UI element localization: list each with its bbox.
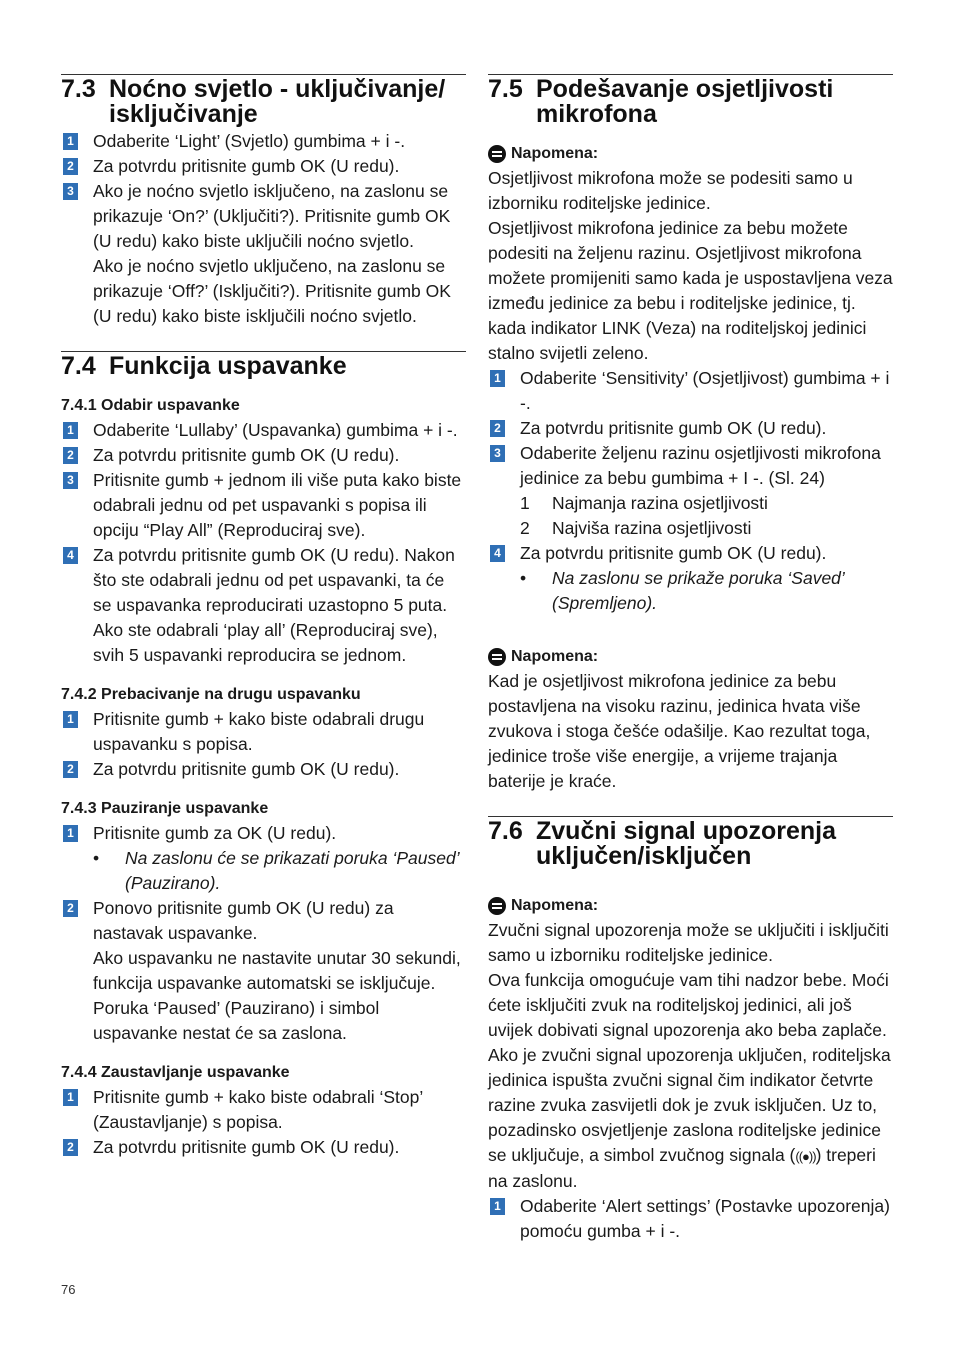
step-number-badge: 1 <box>63 133 78 150</box>
section-title: Noćno svjetlo - uključivanje/ isključivanje <box>109 75 446 128</box>
step-text: Za potvrdu pritisnite gumb OK (U redu). <box>93 156 400 176</box>
note-icon <box>488 648 506 666</box>
step-number-badge: 1 <box>490 1198 505 1215</box>
level-number: 2 <box>520 518 530 538</box>
section-7-4 <box>61 351 466 1160</box>
step-text: Odaberite ‘Light’ (Svjetlo) gumbima + i -. <box>93 131 406 151</box>
section-heading <box>61 74 466 127</box>
step <box>61 468 466 543</box>
step-text: Ako uspavanku ne nastavite unutar 30 sekundi, funkcija uspavanke automatski se isključuje. Poruka ‘Paused’ (Pauzirano) i simbol uspavanke nestat će sa zaslona. <box>93 948 461 1043</box>
level-text: Najmanja razina osjetljivosti <box>552 493 768 513</box>
section-number: 7.6 <box>488 817 523 845</box>
section-title: Podešavanje osjetljivosti mikrofona <box>536 75 834 128</box>
note-paragraph: Osjetljivost mikrofona može se podesiti samo u izborniku roditeljske jedinice. <box>488 168 853 213</box>
note-paragraph: Zvučni signal upozorenja može se uključiti i isključiti samo u izborniku roditeljske jedinice. <box>488 920 889 965</box>
step-number-badge: 2 <box>63 1139 78 1156</box>
step-text: Za potvrdu pritisnite gumb OK (U redu). <box>93 445 400 465</box>
step <box>61 757 466 782</box>
step-number-badge: 4 <box>490 545 505 562</box>
note-paragraph: Osjetljivost mikrofona jedinice za bebu možete podesiti na željenu razinu. Osjetljivost mikrofona možete promijeniti samo kada je uspostavljena veza između jedinice za bebu i roditeljske jedinice, tj. kada indikator LINK (Veza) na roditeljskoj jedinici stalno svijetli zeleno. <box>488 218 893 363</box>
result-bullet <box>93 846 466 896</box>
level-number: 1 <box>520 493 530 513</box>
step-number-badge: 2 <box>490 420 505 437</box>
section-number: 7.4 <box>61 352 96 380</box>
section-number: 7.3 <box>61 75 96 103</box>
step <box>61 1085 466 1135</box>
step-text: Odaberite ‘Lullaby’ (Uspavanka) gumbima + i -. <box>93 420 458 440</box>
note-icon <box>488 145 506 163</box>
step-text: Za potvrdu pritisnite gumb OK (U redu). <box>520 418 827 438</box>
step-number-badge: 1 <box>63 711 78 728</box>
bullet-dot: • <box>520 568 527 588</box>
step <box>61 179 466 329</box>
step-text: Pritisnite gumb + kako biste odabrali drugu uspavanku s popisa. <box>93 709 425 754</box>
right-column <box>488 74 893 1266</box>
bullet-dot: • <box>93 848 100 868</box>
step-text: Pritisnite gumb + jednom ili više puta kako biste odabrali jednu od pet uspavanki s popisa ili opciju “Play All” (Reproduciraj sve). <box>93 470 462 540</box>
step-number-badge: 1 <box>63 422 78 439</box>
section-7-5 <box>488 74 893 794</box>
note-heading <box>488 644 893 669</box>
step-text: Za potvrdu pritisnite gumb OK (U redu). <box>93 1137 400 1157</box>
step <box>61 896 466 1046</box>
note-label: Napomena: <box>511 145 599 162</box>
section-number: 7.5 <box>488 75 523 103</box>
note-paragraph: Ova funkcija omogućuje vam tihi nadzor bebe. Moći ćete isključiti zvuk na roditeljskoj jedinici, ali još uvijek dobivati signal upozorenja ako beba zaplače. <box>488 970 889 1040</box>
note-text <box>488 918 893 1194</box>
note-block <box>488 644 893 794</box>
step-number-badge: 3 <box>490 445 505 462</box>
bullet-text: Na zaslonu će se prikazati poruka ‘Paused’ (Pauzirano). <box>125 848 459 893</box>
step-number-badge: 4 <box>63 547 78 564</box>
note-icon <box>488 897 506 915</box>
step <box>61 154 466 179</box>
alert-signal-icon: ((●)) <box>795 1149 816 1164</box>
section-heading <box>61 351 466 379</box>
note-heading <box>488 141 893 166</box>
step-text: Ponovo pritisnite gumb OK (U redu) za nastavak uspavanke. <box>93 898 394 943</box>
note-block <box>488 141 893 366</box>
note-block <box>488 893 893 1194</box>
step-text: Odaberite ‘Sensitivity’ (Osjetljivost) gumbima + i -. <box>520 368 890 413</box>
step-text: Pritisnite gumb + kako biste odabrali ‘Stop’ (Zaustavljanje) s popisa. <box>93 1087 423 1132</box>
step <box>488 441 893 541</box>
section-7-3 <box>61 74 466 329</box>
step-text: Pritisnite gumb za OK (U redu). <box>93 823 337 843</box>
step-number-badge: 2 <box>63 447 78 464</box>
level-item <box>520 491 893 516</box>
note-text: Kad je osjetljivost mikrofona jedinice za bebu postavljena na visoku razinu, jedinica hvata više zvukova i stoga češće odašilje. Kao rezultat toga, jedinice troše više energije, a vrijeme trajanja baterije je kraće. <box>488 671 871 791</box>
note-paragraph <box>488 1043 893 1194</box>
step <box>488 366 893 416</box>
page-number: 76 <box>61 1282 76 1297</box>
section-7-6 <box>488 816 893 1244</box>
step-text: Ako ste odabrali ‘play all’ (Reproduciraj sve), svih 5 uspavanki reproducira se jednom. <box>93 620 438 665</box>
step-number-badge: 1 <box>63 1089 78 1106</box>
step <box>488 416 893 441</box>
note-label: Napomena: <box>511 897 599 914</box>
level-item <box>520 516 893 541</box>
step-number-badge: 3 <box>63 183 78 200</box>
step <box>61 418 466 443</box>
step-number-badge: 2 <box>63 158 78 175</box>
section-heading <box>488 816 893 869</box>
note-heading <box>488 893 893 918</box>
step <box>488 1194 893 1244</box>
result-bullet <box>520 566 893 616</box>
step <box>61 543 466 668</box>
section-heading <box>488 74 893 127</box>
step-number-badge: 3 <box>63 472 78 489</box>
level-text: Najviša razina osjetljivosti <box>552 518 752 538</box>
step-number-badge: 1 <box>63 825 78 842</box>
subsection-title: 7.4.3 Pauziranje uspavanke <box>61 800 269 817</box>
step <box>488 541 893 616</box>
step-text: Za potvrdu pritisnite gumb OK (U redu). Nakon što ste odabrali jednu od pet uspavanki, ta će se uspavanka reproducirati uzastopno 5 puta. <box>93 545 455 615</box>
subsection-title: 7.4.1 Odabir uspavanke <box>61 397 240 414</box>
note-text <box>488 166 893 366</box>
section-title: Funkcija uspavanke <box>109 352 347 380</box>
step-text: Za potvrdu pritisnite gumb OK (U redu). <box>520 543 827 563</box>
step-text: Za potvrdu pritisnite gumb OK (U redu). <box>93 759 400 779</box>
subsection-title: 7.4.2 Prebacivanje na drugu uspavanku <box>61 686 361 703</box>
section-title: Zvučni signal upozorenja uključen/isključen <box>536 817 837 870</box>
step <box>61 129 466 154</box>
step <box>61 821 466 896</box>
step <box>61 707 466 757</box>
step-number-badge: 1 <box>490 370 505 387</box>
step-text: Odaberite ‘Alert settings’ (Postavke upozorenja) pomoću gumba + i -. <box>520 1196 890 1241</box>
step-number-badge: 2 <box>63 900 78 917</box>
step <box>61 1135 466 1160</box>
step-number-badge: 2 <box>63 761 78 778</box>
step-text: Ako je noćno svjetlo isključeno, na zaslonu se prikazuje ‘On?’ (Uključiti?). Pritisnite gumb OK (U redu) kako biste uključili noćno svjetlo. <box>93 181 451 251</box>
left-column <box>61 74 466 1182</box>
bullet-text: Na zaslonu se prikaže poruka ‘Saved’ (Spremljeno). <box>552 568 844 613</box>
step <box>61 443 466 468</box>
subsection-title: 7.4.4 Zaustavljanje uspavanke <box>61 1064 290 1081</box>
note-text-start: Ako je zvučni signal upozorenja uključen, roditeljska jedinica ispušta zvučni signal čim indikator četvrte razine zvuka zasvijetli dok je zvuk isključen. Uz to, pozadinsko osvjetljenje zaslona roditeljske jedinice se uključuje, a simbol zvučnog signala ( <box>488 1045 891 1165</box>
step-text: Odaberite željenu razinu osjetljivosti mikrofona jedinice za bebu gumbima + I -. (Sl. 24) <box>520 443 881 488</box>
step-text: Ako je noćno svjetlo uključeno, na zaslonu se prikazuje ‘Off?’ (Isključiti?). Pritisnite gumb OK (U redu) kako biste isključili noćno svjetlo. <box>93 256 451 326</box>
note-text-end: ) treperi na zaslonu. <box>488 1145 876 1191</box>
note-label: Napomena: <box>511 648 599 665</box>
